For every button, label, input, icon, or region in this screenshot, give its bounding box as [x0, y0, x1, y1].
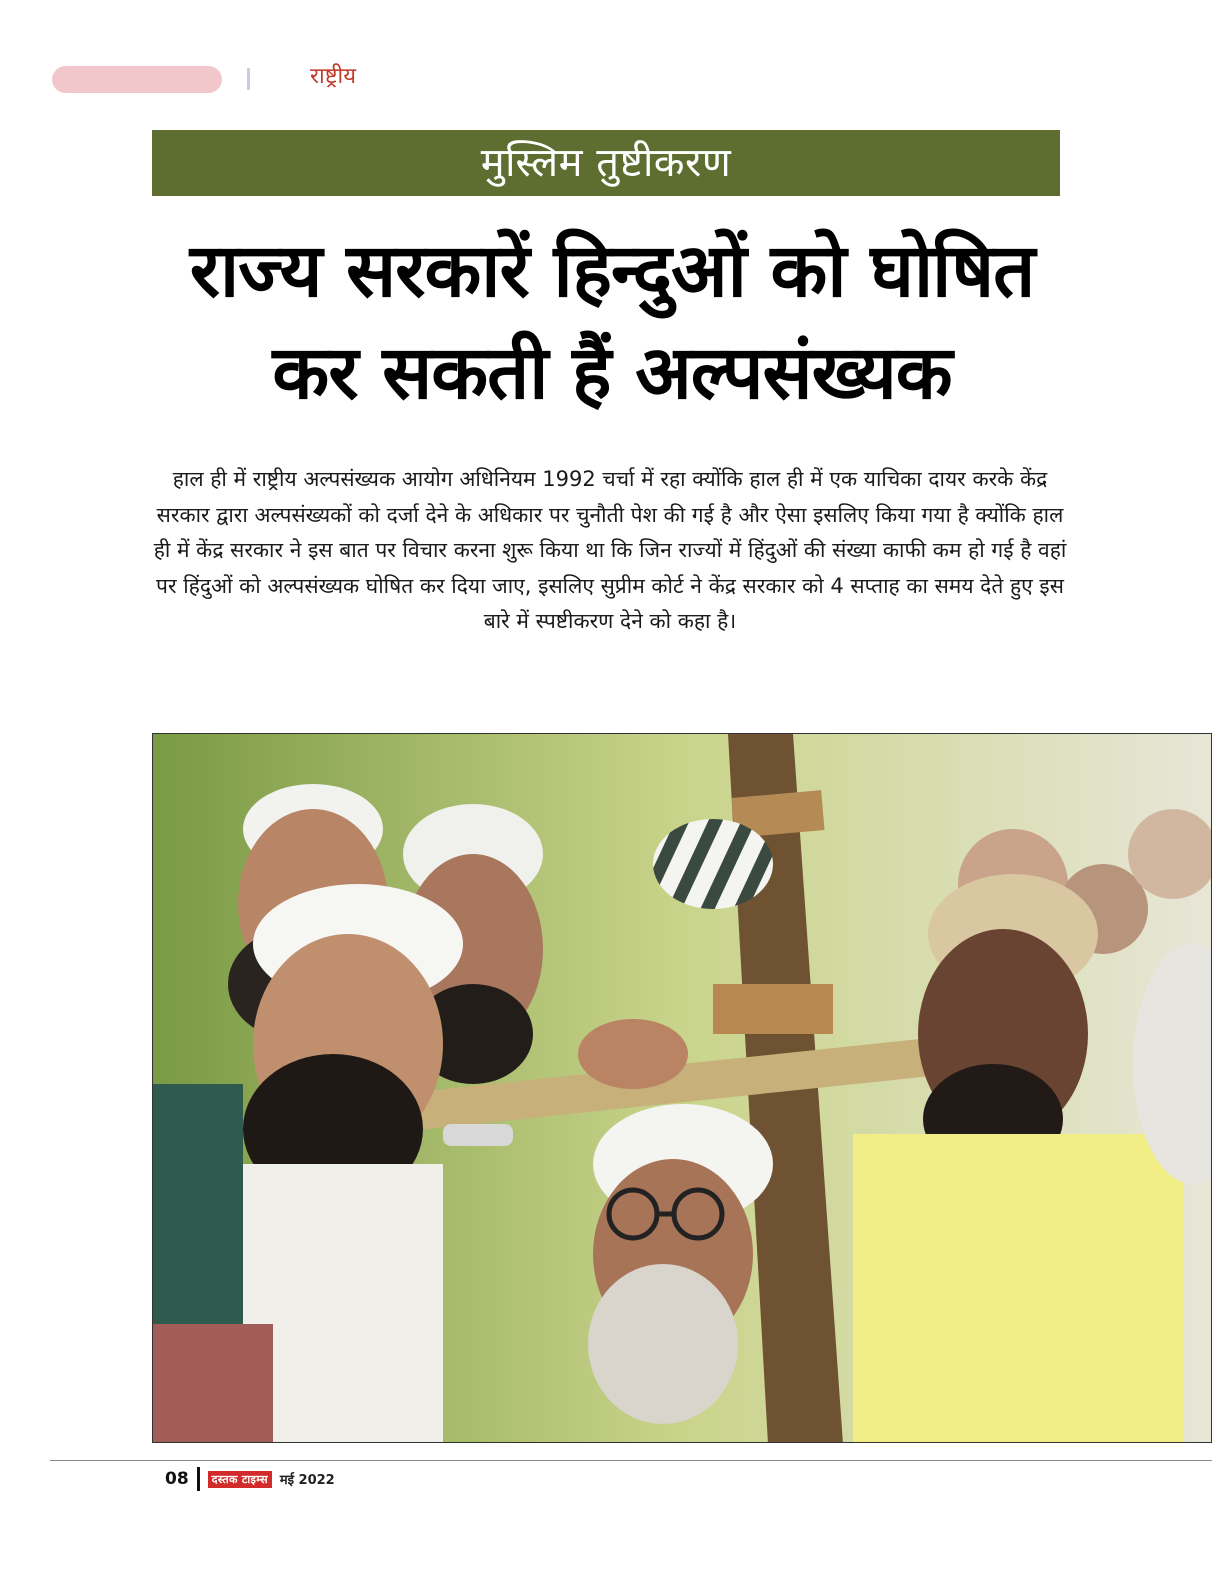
article-photo	[152, 733, 1212, 1443]
masthead-logo: दस्तक टाइम्स	[208, 1471, 272, 1488]
standfirst-paragraph: हाल ही में राष्ट्रीय अल्पसंख्यक आयोग अधिनियम 1992 चर्चा में रहा क्योंकि हाल ही में एक याचिका दायर करके केंद्र सरकार द्वारा अल्पसंख्यकों को दर्जा देने के अधिकार पर चुनौती पेश की गई है और ऐसा इसलिए किया गया है क्योंकि हाल ही में केंद्र सरकार ने इस बात पर विचार करना शुरू किया था कि जिन राज्यों में हिंदुओं की संख्या काफी कम हो गई है वहां पर हिंदुओं को अल्पसंख्यक घोषित कर दिया जाए, इसलिए सुप्रीम कोर्ट ने केंद्र सरकार को 4 सप्ताह का समय देते हुए इस बारे में स्पष्टीकरण देने को कहा है।	[153, 467, 1067, 633]
kicker-band	[152, 130, 1060, 196]
headline-line-1: राज्य सरकारें हिन्दुओं को घोषित	[189, 228, 1035, 314]
page-footer	[165, 1466, 335, 1492]
page-number: 08	[165, 1469, 189, 1489]
footer-divider	[197, 1467, 200, 1491]
issue-date: मई 2022	[279, 1473, 335, 1488]
headline-line-2: कर सकती हैं अल्पसंख्यक	[272, 330, 952, 416]
header-tag-pill	[52, 66, 222, 93]
footer-rule	[50, 1460, 1212, 1461]
kicker-text: मुस्लिम तुष्टीकरण	[480, 140, 732, 186]
section-label: राष्ट्रीय	[310, 64, 357, 89]
headline	[120, 220, 1104, 424]
header-divider	[247, 68, 250, 90]
